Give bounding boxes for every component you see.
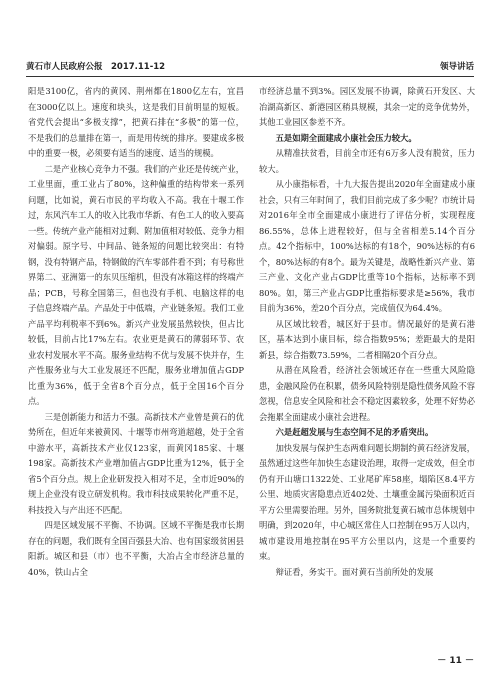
- page-number: － 11 －: [437, 656, 474, 666]
- paragraph: 辩证看，务实干。面对黄石当前所处的发展: [275, 566, 434, 577]
- header-rule: [26, 76, 474, 77]
- paragraph: 二是产业核心竞争力不强。我们的产业还是传统产业，工业里面，重工业占了80%，这种偏重的结构带来一系列问题，比如说，黄石市民的平均收入不高。我在十堰工作过，东风汽车工人的收入比我市华新、有色工人的收入要高一些。传统产业产能相对过剩、附加值相对较低、竞争力相对偏弱。原字号、中间品、链条短的问题比较突出：有特钢，没有特钢产品，特钢做的汽车零部件看不到；有号称世界第二、亚洲第一的东贝压缩机，但没有冰箱这样的终端产品；PCB，号称全国第三，但也没有手机、电脑这样的电子信息终端产品。产品处于中低端，产业链条短。我们工业产品平均利税率不到6%。新兴产业发展虽然较快，但占比较低，目前占比17%左右。农业更是黄石的薄弱环节、农业农村发展水平不高。服务业结构不优与发展不快并存，生产性服务业与大工业发展还不匹配，服务业增加值占GDP比重为36%，低于全省8个百分点，低于全国16个百分点。: [28, 163, 244, 406]
- paragraph: 从精准扶贫看，目前全市还有6万多人没有脱贫，压力较大。: [259, 148, 475, 174]
- paragraph: 从区域比较看，城区好于县市。情况最好的是黄石港区，基本达到小康目标，综合指数95%；差距最大的是阳新县，综合指数73.59%，二者相隔20个百分点。: [259, 318, 475, 360]
- paragraph: 从潜在风险看，经济社会领域还存在一些重大风险隐患，金融风险仍在积累，债务风险特别是隐性债务风险不容忽视，信息安全风险和社会不稳定因素较多，处理不好势必会拖累全面建成小康社会进程。: [259, 365, 475, 422]
- section-heading: 六是赶超发展与生态空间不足的矛盾突出。: [275, 427, 434, 437]
- paragraph: 三是创新能力和活力不强。高新技术产业曾是黄石的优势所在，但近年来被黄冈、十堰等市州弯道超越，处于全省中游水平，高新技术产业仅123家，而黄冈185家、十堰198家。高新技术产业增加值占GDP比重为12%，低于全省5个百分点。规上企业研发投入相对不足，全市近90%的规上企业没有设立研发机构。我市科技成果转化严重不足，科技投入与产出还不匹配。: [28, 411, 244, 515]
- section-label: 领导讲话: [439, 62, 474, 72]
- left-column: [28, 84, 244, 652]
- section-heading: 五是如期全面建成小康社会压力较大。: [275, 132, 417, 143]
- paragraph: 市经济总量不到3%。园区发展不协调，除黄石开发区、大冶湖高新区、新港园区稍具规模，其余一定的竞争优势外，其他工业园区参差不齐。: [259, 86, 475, 127]
- running-header: [26, 60, 474, 74]
- paragraph: 阳是3100亿，省内的黄冈、荆州都在1800亿左右，宜昌在3000亿以上。速度和块头，这是我们目前明显的短板。省党代会提出“多极支撑”，把黄石排在“多极”的第一位，不是我们的总量排在第一，而是用传统的排序。要建成多极中的重要一极，必须要有适当的速度、适当的规模。: [28, 86, 244, 158]
- paragraph: 四是区域发展不平衡、不协调。区域不平衡是我市长期存在的问题，我们既有全国百强县大冶、也有国家级贫困县阳新。城区和县（市）也不平衡，大冶占全市经济总量的40%，铁山占全: [28, 520, 244, 577]
- paragraph: 从小康指标看，十九大报告提出2020年全面建成小康社会，只有三年时间了，我们目前完成了多少呢？市统计局对2016年全市全面建成小康进行了评估分析，实现程度86.55%，总体上进程较好，但与全省相差5.14个百分点。42个指标中，100%达标的有18个，90%达标的有6个，80%达标的有8个。最为关键是，战略性新兴产业、第三产业、文化产业占GDP比重等10个指标，达标率不到80%。如，第三产业占GDP比重指标要求是≥56%，我市目前为36%，差20个百分点，完成值仅为64.4%。: [259, 179, 475, 313]
- paragraph: 加快发展与保护生态两难问题长期制约黄石经济发展，虽然通过这些年加快生态建设治理，取得一定成效，但全市仍有开山塘口1322处、工业尾矿库58座，塌陷区8.4平方公里、地质灾害隐患点近402处、土壤重金属污染面积近百平方公里需要治理。另外，国务院批复黄石城市总体规划中明确，到2020年，中心城区常住人口控制在95万人以内，城市建设用地控制在95平方公里以内，这是一个重要约束。: [259, 442, 475, 561]
- right-column: [259, 84, 475, 652]
- publication-title: 黄石市人民政府公报 2017.11-12: [26, 62, 166, 72]
